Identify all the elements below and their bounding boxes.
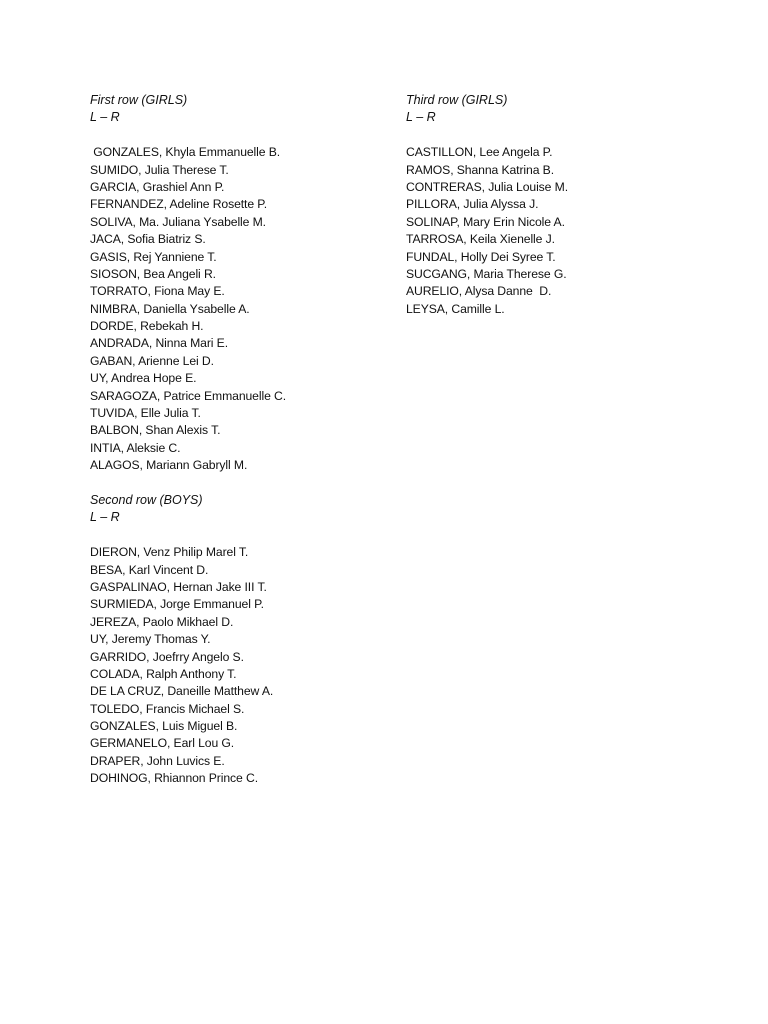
list-item: DORDE, Rebekah H. xyxy=(90,319,204,334)
list-item: TUVIDA, Elle Julia T. xyxy=(90,406,201,421)
third-row-list xyxy=(406,144,706,318)
right-column xyxy=(406,92,706,318)
list-item: RAMOS, Shanna Katrina B. xyxy=(406,162,554,177)
left-column xyxy=(90,92,390,788)
list-item: DOHINOG, Rhiannon Prince C. xyxy=(90,771,258,786)
list-item: NIMBRA, Daniella Ysabelle A. xyxy=(90,301,250,316)
list-item: SOLINAP, Mary Erin Nicole A. xyxy=(406,214,565,229)
first-row-section xyxy=(90,92,390,475)
list-item: UY, Jeremy Thomas Y. xyxy=(90,632,211,647)
list-item: SIOSON, Bea Angeli R. xyxy=(90,266,216,281)
list-item: SOLIVA, Ma. Juliana Ysabelle M. xyxy=(90,214,266,229)
list-item: DIERON, Venz Philip Marel T. xyxy=(90,545,249,560)
list-item: GASIS, Rej Yanniene T. xyxy=(90,249,217,264)
list-item: DRAPER, John Luvics E. xyxy=(90,753,225,768)
list-item: TORRATO, Fiona May E. xyxy=(90,284,225,299)
section-gap xyxy=(90,475,390,492)
second-row-list xyxy=(90,544,390,787)
first-row-list xyxy=(90,144,390,474)
second-row-order: L – R xyxy=(90,510,120,525)
list-item: ALAGOS, Mariann Gabryll M. xyxy=(90,458,248,473)
list-item: SURMIEDA, Jorge Emmanuel P. xyxy=(90,597,264,612)
list-item: BALBON, Shan Alexis T. xyxy=(90,423,221,438)
first-row-title: First row (GIRLS) xyxy=(90,93,188,107)
list-item: JACA, Sofia Biatriz S. xyxy=(90,232,206,247)
list-item: SUMIDO, Julia Therese T. xyxy=(90,162,229,177)
third-row-title: Third row (GIRLS) xyxy=(406,93,508,107)
spacer xyxy=(90,127,390,144)
list-item: TOLEDO, Francis Michael S. xyxy=(90,701,245,716)
list-item: GONZALES, Luis Miguel B. xyxy=(90,719,238,734)
list-item: GARRIDO, Joefrry Angelo S. xyxy=(90,649,244,664)
list-item: INTIA, Aleksie C. xyxy=(90,440,181,455)
list-item: GASPALINAO, Hernan Jake III T. xyxy=(90,579,267,594)
list-item: BESA, Karl Vincent D. xyxy=(90,562,209,577)
list-item: UY, Andrea Hope E. xyxy=(90,371,197,386)
third-row-order: L – R xyxy=(406,110,436,125)
list-item: CASTILLON, Lee Angela P. xyxy=(406,145,553,160)
list-item: DE LA CRUZ, Daneille Matthew A. xyxy=(90,684,274,699)
list-item: TARROSA, Keila Xienelle J. xyxy=(406,232,555,247)
list-item: SARAGOZA, Patrice Emmanuelle C. xyxy=(90,388,287,403)
spacer xyxy=(90,527,390,544)
second-row-section xyxy=(90,492,390,788)
spacer xyxy=(406,127,706,144)
list-item: GERMANELO, Earl Lou G. xyxy=(90,736,235,751)
list-item: GONZALES, Khyla Emmanuelle B. xyxy=(90,145,281,160)
list-item: CONTRERAS, Julia Louise M. xyxy=(406,179,568,194)
list-item: AURELIO, Alysa Danne D. xyxy=(406,284,552,299)
list-item: FUNDAL, Holly Dei Syree T. xyxy=(406,249,556,264)
list-item: COLADA, Ralph Anthony T. xyxy=(90,666,237,681)
third-row-section xyxy=(406,92,706,318)
second-row-title: Second row (BOYS) xyxy=(90,492,203,507)
list-item: PILLORA, Julia Alyssa J. xyxy=(406,197,539,212)
list-item: FERNANDEZ, Adeline Rosette P. xyxy=(90,197,268,212)
list-item: LEYSA, Camille L. xyxy=(406,301,505,316)
list-item: JEREZA, Paolo Mikhael D. xyxy=(90,614,234,629)
list-item: SUCGANG, Maria Therese G. xyxy=(406,266,567,281)
list-item: GARCIA, Grashiel Ann P. xyxy=(90,179,225,194)
first-row-order: L – R xyxy=(90,110,120,125)
list-item: GABAN, Arienne Lei D. xyxy=(90,353,214,368)
list-item: ANDRADA, Ninna Mari E. xyxy=(90,336,228,351)
